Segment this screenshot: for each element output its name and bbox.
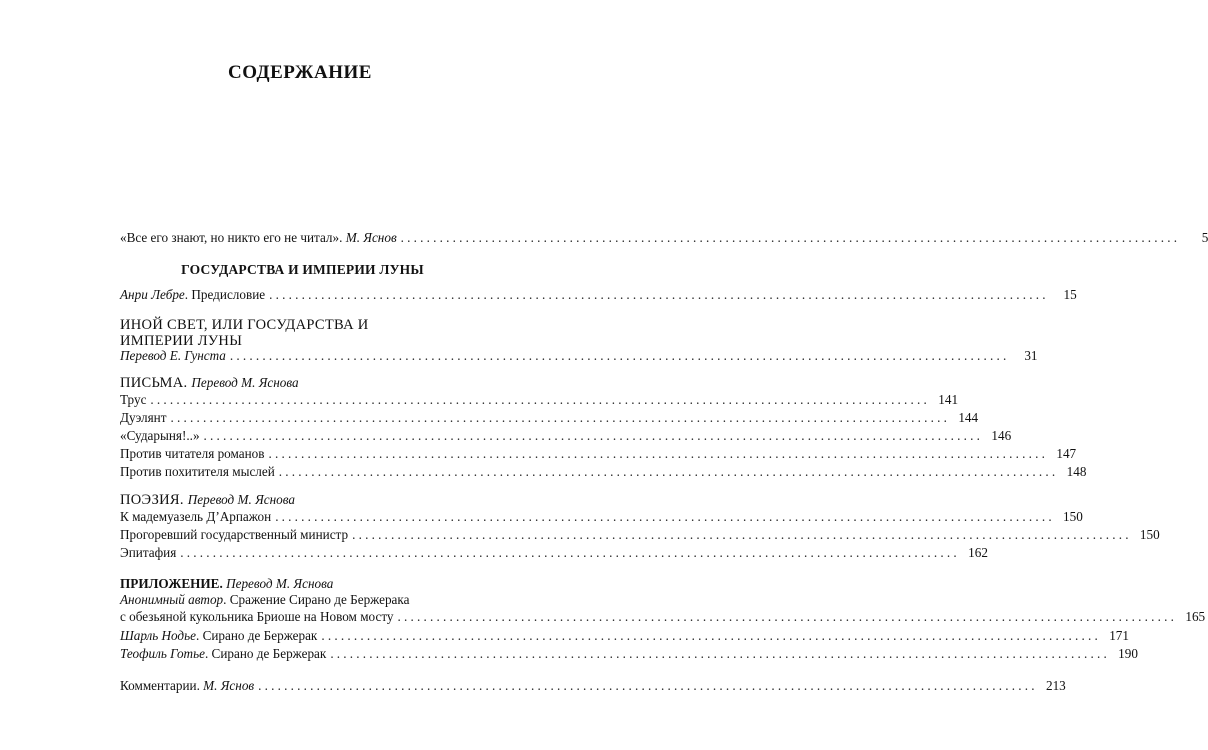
dot-leader: ........................................................................................................................	[330, 646, 1110, 661]
toc-entry[interactable]	[120, 463, 1087, 480]
page-number: 5	[1201, 230, 1208, 245]
dot-leader: ........................................................................................................................	[278, 464, 1059, 479]
page-number: 171	[1109, 628, 1129, 643]
toc-entry-lebret-preface[interactable]	[120, 286, 1077, 303]
entry-title: Против читателя романов	[120, 446, 265, 461]
entry-title: Против похитителя мыслей	[120, 464, 275, 479]
entry-title: «Сударыня!..»	[120, 428, 200, 443]
section-heading-letters	[120, 375, 299, 391]
entry-title: . Предисловие	[184, 287, 266, 302]
dot-leader: ........................................................................................................................	[275, 509, 1055, 524]
dot-leader: ........................................................................................................................	[397, 609, 1178, 624]
entry-title: Прогоревший государственный министр	[120, 527, 349, 542]
toc-entry-anonymous[interactable]	[120, 608, 1206, 625]
dot-leader: ........................................................................................................................	[180, 545, 960, 560]
entry-author: Анонимный автор	[120, 592, 224, 607]
page-number: 146	[991, 428, 1012, 443]
heading-translator: Перевод М. Яснова	[187, 492, 295, 507]
section-heading-moon-states: ГОСУДАРСТВА И ИМПЕРИИ ЛУНЫ	[181, 262, 424, 277]
toc-entry-gautier[interactable]	[120, 645, 1138, 662]
toc-entry[interactable]	[120, 427, 1012, 444]
section-heading-other-world	[120, 317, 369, 349]
entry-author: Теофиль Готье	[120, 646, 205, 661]
dot-leader: ........................................................................................................................	[352, 527, 1132, 542]
heading-text: ПИСЬМА.	[120, 375, 188, 391]
heading-line: ИНОЙ СВЕТ, ИЛИ ГОСУДАРСТВА И	[120, 317, 369, 333]
page-number: 150	[1063, 509, 1083, 524]
section-heading-appendix	[120, 576, 333, 592]
entry-title: . Сирано де Бержерак	[195, 628, 318, 643]
entry-title: Эпитафия	[120, 545, 177, 560]
entry-author: Шарль Нодье	[120, 628, 196, 643]
page-number: 162	[968, 545, 988, 560]
page-number: 31	[1024, 348, 1038, 363]
dot-leader: ........................................................................................................................	[150, 392, 931, 407]
entry-title: «Все его знают, но никто его не читал».	[120, 230, 343, 245]
entry-title: К мадемуазель Д’Арпажон	[120, 509, 272, 524]
toc-entry-gunst-translation[interactable]	[120, 347, 1038, 364]
toc-entry[interactable]	[120, 508, 1083, 525]
heading-text: ПРИЛОЖЕНИЕ.	[120, 576, 223, 591]
toc-entry[interactable]	[120, 544, 988, 561]
dot-leader: ........................................................................................................................	[258, 678, 1038, 693]
entry-title: Комментарии.	[120, 678, 200, 693]
dot-leader: ........................................................................................................................	[269, 287, 1049, 302]
entry-title: с обезьяной кукольника Бриоше на Новом мосту	[120, 609, 394, 624]
toc-entry-preface[interactable]	[120, 229, 1208, 246]
page-number: 141	[938, 392, 959, 407]
dot-leader: ........................................................................................................................	[229, 348, 1010, 363]
page-number: 190	[1118, 646, 1138, 661]
toc-entry-comments[interactable]	[120, 677, 1066, 694]
page-number: 144	[958, 410, 979, 425]
dot-leader: ........................................................................................................................	[170, 410, 951, 425]
toc-entry[interactable]	[120, 409, 979, 426]
section-heading-poetry	[120, 492, 295, 508]
entry-author: М. Яснов	[203, 678, 255, 693]
toc-entry[interactable]	[120, 445, 1077, 462]
entry-author: Анри Лебре	[120, 287, 185, 302]
toc-entry[interactable]	[120, 526, 1160, 543]
dot-leader: ........................................................................................................................	[203, 428, 984, 443]
heading-line: ИМПЕРИИ ЛУНЫ	[120, 333, 243, 349]
entry-translator: Перевод Е. Гунста	[120, 348, 226, 363]
entry-title: Дуэлянт	[120, 410, 167, 425]
entry-author: М. Яснов	[345, 230, 397, 245]
toc-entry[interactable]	[120, 391, 959, 408]
dot-leader: ........................................................................................................................	[268, 446, 1049, 461]
heading-translator: Перевод М. Яснова	[191, 375, 299, 390]
heading-translator: Перевод М. Яснова	[226, 576, 334, 591]
dot-leader: ........................................................................................................................	[321, 628, 1101, 643]
page-title: СОДЕРЖАНИЕ	[228, 62, 372, 83]
page-number: 213	[1045, 678, 1066, 693]
toc-entry-nodier[interactable]	[120, 627, 1129, 644]
toc-entry-line	[120, 591, 409, 608]
entry-title: . Сражение Сирано де Бержерака	[223, 592, 410, 607]
page-number: 150	[1139, 527, 1160, 542]
entry-title: Трус	[120, 392, 147, 407]
dot-leader: ........................................................................................................................	[400, 230, 1181, 245]
page-number: 147	[1056, 446, 1077, 461]
entry-title: . Сирано де Бержерак	[204, 646, 327, 661]
page-number: 15	[1063, 287, 1077, 302]
page-number: 165	[1185, 609, 1206, 624]
heading-text: ПОЭЗИЯ.	[120, 492, 184, 508]
page-number: 148	[1066, 464, 1087, 479]
